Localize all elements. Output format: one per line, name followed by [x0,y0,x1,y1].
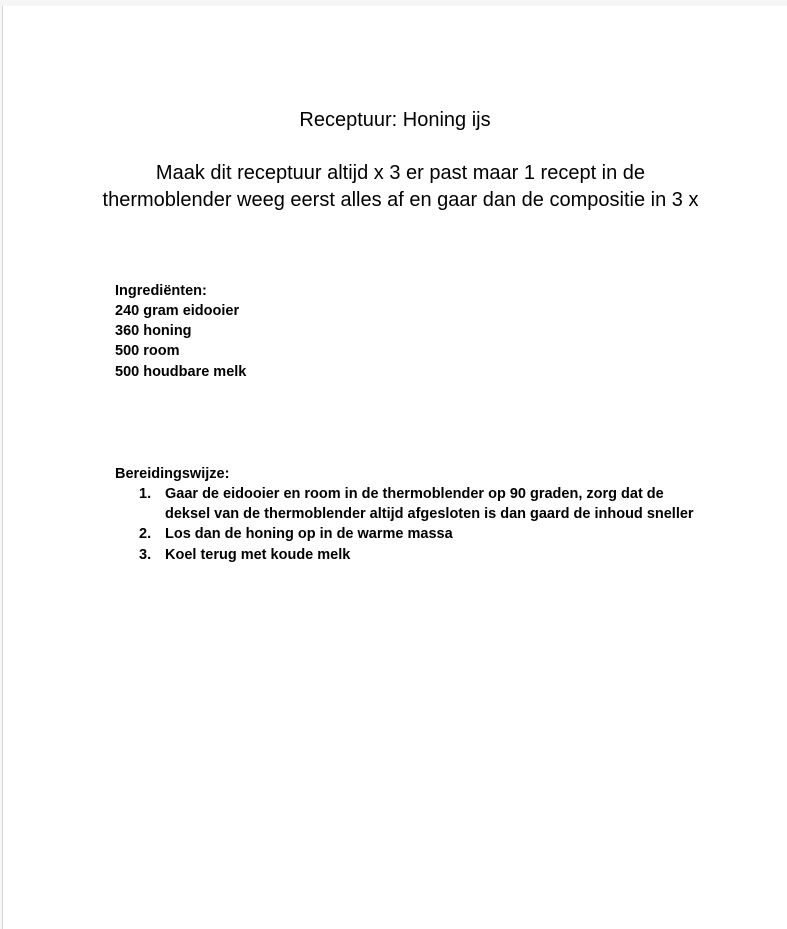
ingredient-item: 500 houdbare melk [115,363,247,380]
recipe-title: Receptuur: Honing ijs [299,109,491,131]
ingredient-item: 240 gram eidooier [115,303,240,319]
ingredient-item: 500 room [115,343,180,360]
step-number: 2. [139,526,152,543]
step-text: Gaar de eidooier en room in de thermoblender op 90 graden, zorg dat de deksel van de thermoblender altijd afgesloten is dan gaard de inhoud sneller [165,486,694,523]
step-text: Los dan de honing op in de warme massa [165,526,453,543]
ingredients-heading: Ingrediënten: [115,283,207,299]
step-text: Koel terug met koude melk [165,546,351,563]
document-page [2,6,787,929]
method-steps-list [115,484,695,565]
step-number: 3. [139,546,152,563]
step-number: 1. [139,486,152,502]
recipe-intro: Maak dit receptuur altijd x 3 er past maar 1 recept in de thermoblender weeg eerst alles af en gaar dan de compositie in 3 x [102,162,699,211]
ingredients-section [115,281,246,382]
method-heading: Bereidingswijze: [115,466,230,482]
method-step [115,484,695,524]
method-step [115,524,695,544]
ingredient-item: 360 honing [115,323,192,340]
method-section [115,464,695,565]
method-step [115,545,695,565]
